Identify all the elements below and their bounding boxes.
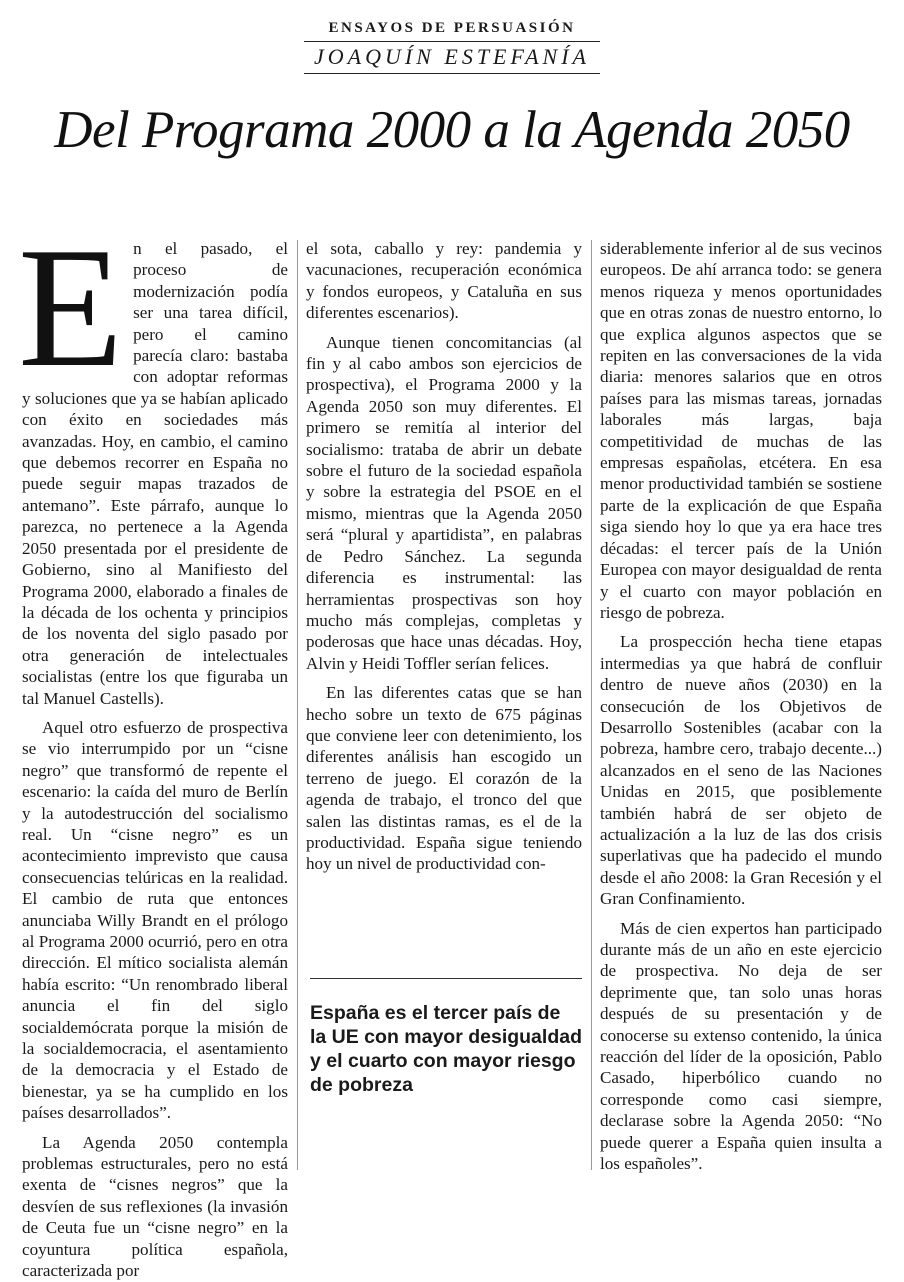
paragraph: Más de cien expertos han participado durante más de un año en este ejercicio de prospectiva. No deja de ser deprimente que, tan solo unas horas después de su presentación y de conocerse su extenso contenido, la única reacción del líder de la oposición, Pablo Casado, hiperbólico cuando no corresponde como casi siempre, declarase sobre la Agenda 2050: “No puede querer a España quien insulta a los españoles”. [600, 918, 882, 1174]
pull-quote: España es el tercer país de la UE con mayor desigualdad y el cuarto con mayor riesgo de pobreza [310, 978, 582, 1097]
paragraph: siderablemente inferior al de sus vecinos europeos. De ahí arranca todo: se genera menos riqueza y menos oportunidades que en otras zonas de nuestro entorno, lo que explica algunos aspectos que se repiten en las conversaciones de la vida diaria: menores salarios que en otros países para las mismas tareas, jornadas laborales más largas, baja competitividad de muchas de las empresas españolas, etcétera. En esa menor productividad también se sostiene parte de la explicación de que España siga siendo hoy lo que ya era hace tres décadas: el tercer país de la Unión Europea con mayor desigualdad de renta y el cuarto con mayor población en riesgo de pobreza. [600, 239, 882, 622]
paragraph: La prospección hecha tiene etapas intermedias ya que habrá de confluir dentro de nueve años (2030) en la consecución de los Objetivos de Desarrollo Sostenibles (acabar con la pobreza, hambre cero, trabajo decente...) alcanzados en el seno de las Naciones Unidas en 2015, que posiblemente también habrá de ser objeto de actualización a la luz de las dos crisis superlativas que ha padecido el mundo desde el año 2008: la Gran Recesión y el Gran Confinamiento. [600, 632, 882, 909]
column-divider [297, 240, 298, 1170]
column-1 [18, 213, 288, 1282]
author-byline-box [304, 41, 600, 74]
column-2 [306, 238, 582, 875]
paragraph: Aquel otro esfuerzo de prospectiva se vio interrumpido por un “cisne negro” que transformó de repente el escenario: la caída del muro de Berlín y la autodestrucción del socialismo real. Un “cisne negro” es un acontecimiento imprevisto que causa consecuencias telúricas en la realidad. El cambio de ruta que entonces anunciaba Willy Brandt en el prólogo al Programa 2000 ocurrió, pero en otra dirección. El mítico socialista alemán había escrito: “Un renombrado liberal anuncia el fin del siglo socialdemócrata porque la misión de la socialdemocracia, el asentamiento de la democracia y el Estado de bienestar, ya se ha cumplido en los países desarrollados”. [22, 717, 288, 1123]
paragraph: La Agenda 2050 contempla problemas estructurales, pero no está exenta de “cisnes negros” que la desvíen de sus reflexiones (la invasión de Ceuta fue un “cisne negro” en la coyuntura política española, caracterizada por [22, 1132, 288, 1281]
paragraph: el sota, caballo y rey: pandemia y vacunaciones, recuperación económica y fondos europeos, y Cataluña en sus diferentes escenarios). [306, 239, 582, 323]
paragraph: n el pasado, el proceso de modernización podía ser una tarea difícil, pero el camino parecía claro: bastaba con adoptar reformas y soluciones que ya se habían aplicado con éxito en sociedades más avanzadas. Hoy, en cambio, el camino que debemos recorrer en España no puede seguir mapas trazados de antemano”. Este párrafo, aunque lo parezca, no pertenece a la Agenda 2050 presentada por el presidente de Gobierno, sino al Manifiesto del Programa 2000, elaborado a finales de la década de los ochenta y principios de los noventa del siglo pasado por otra generación de intelectuales socialistas (entre los que figuraba un tal Manuel Castells). [22, 239, 288, 708]
column-divider [591, 240, 592, 1170]
article-title: Del Programa 2000 a la Agenda 2050 [54, 101, 850, 159]
drop-cap: E [18, 213, 124, 403]
author-name: JOAQUÍN ESTEFANÍA [314, 44, 590, 69]
paragraph: En las diferentes catas que se han hecho sobre un texto de 675 páginas que conviene leer con detenimiento, los diferentes análisis han escogido un terreno de juego. El corazón de la agenda de trabajo, el tronco del que salen las distintas ramas, es el de la productividad. España sigue teniendo hoy un nivel de productividad con- [306, 683, 582, 874]
section-label: ENSAYOS DE PERSUASIÓN [328, 20, 576, 36]
paragraph: Aunque tienen concomitancias (al fin y al cabo ambos son ejercicios de prospectiva), el Programa 2000 y la Agenda 2050 son muy diferentes. El primero se remitía al interior del socialismo: trataba de abrir un debate sobre el futuro de la sociedad española y sobre la estrategia del PSOE en el mismo, mientras que la Agenda 2050 será “plural y apartidista”, en palabras de Pedro Sánchez. La segunda diferencia es instrumental: las herramientas prospectivas son hoy mucho más complejas, completas y poderosas que hace unas décadas. Hoy, Alvin y Heidi Toffler serían felices. [306, 332, 582, 673]
column-3 [600, 238, 882, 1174]
article-header [0, 14, 904, 74]
